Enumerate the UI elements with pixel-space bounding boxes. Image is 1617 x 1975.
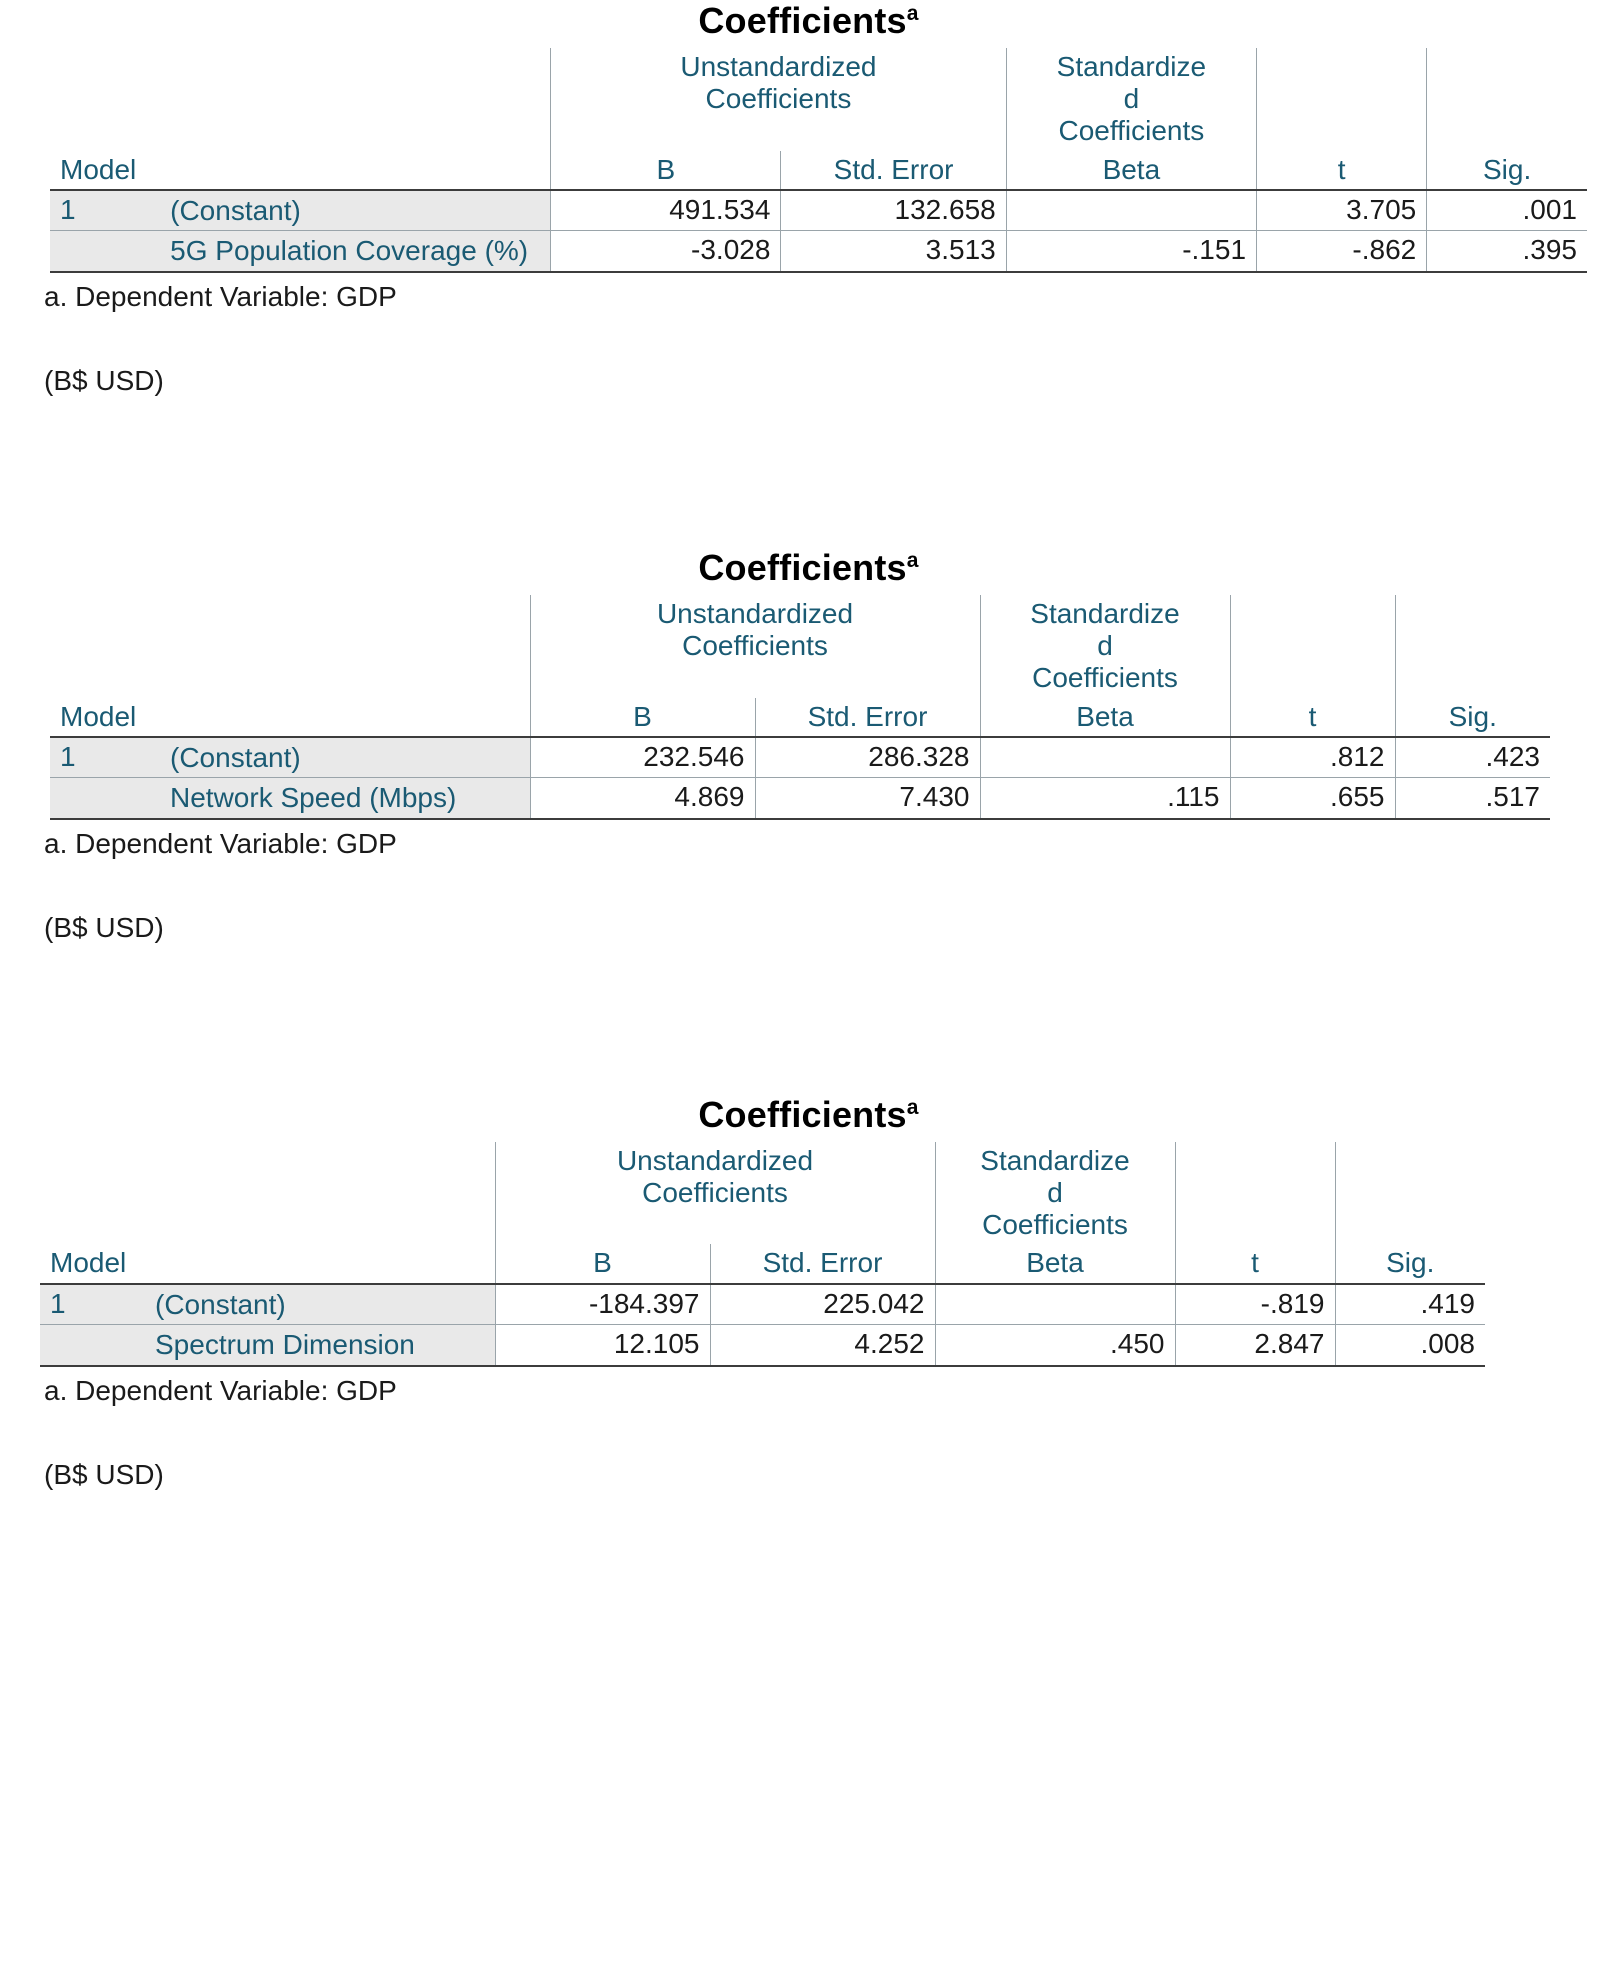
coefficients-table-3 xyxy=(40,1142,1485,1367)
cell-b-3-1: 12.105 xyxy=(495,1325,710,1366)
section-gap xyxy=(40,944,1577,1094)
table-row xyxy=(50,737,1550,778)
header-standardized-coefficients-2: Standardize d Coefficients xyxy=(980,595,1230,698)
header-model-3: Model xyxy=(40,1244,495,1283)
table-title-1 xyxy=(40,0,1577,42)
table-units-3: (B$ USD) xyxy=(44,1458,164,1490)
table-header-row-1 xyxy=(50,151,1587,190)
header-beta-1: Beta xyxy=(1006,151,1256,190)
coefficients-table-1 xyxy=(50,48,1587,273)
header-beta-3: Beta xyxy=(935,1244,1175,1283)
table-footnote-3: a. Dependent Variable: GDP xyxy=(44,1374,397,1406)
table-title-text-1: Coefficients xyxy=(698,0,907,41)
header-t-1: t xyxy=(1257,151,1427,190)
header-sig-2: Sig. xyxy=(1395,698,1550,737)
cell-t-3-1: 2.847 xyxy=(1175,1325,1335,1366)
table-row xyxy=(50,778,1550,819)
cell-t-2-0: .812 xyxy=(1230,737,1395,778)
table-title-text-2: Coefficients xyxy=(698,546,907,588)
header-unstandardized-coefficients-2: Unstandardized Coefficients xyxy=(530,595,980,698)
header-spacer xyxy=(50,48,160,151)
row-label-1-1: 5G Population Coverage (%) xyxy=(160,231,551,272)
coefficients-table-block-1 xyxy=(40,0,1577,397)
row-model-number-3-0: 1 xyxy=(40,1284,145,1325)
table-title-text-3: Coefficients xyxy=(698,1093,907,1135)
header-spacer xyxy=(1175,1142,1335,1245)
header-t-2: t xyxy=(1230,698,1395,737)
cell-std-error-1-1: 3.513 xyxy=(781,231,1006,272)
cell-std-error-2-0: 286.328 xyxy=(755,737,980,778)
cell-sig-1-0: .001 xyxy=(1427,190,1587,231)
coefficients-table-block-3 xyxy=(40,1094,1577,1491)
table-title-footnote-marker-1: a xyxy=(906,2,919,25)
table-row xyxy=(50,231,1587,272)
table-units-2: (B$ USD) xyxy=(44,911,164,943)
table-row xyxy=(40,1284,1485,1325)
header-model-1: Model xyxy=(50,151,551,190)
header-spacer xyxy=(50,595,160,698)
table-row xyxy=(50,190,1587,231)
table-header-row-3 xyxy=(40,1244,1485,1283)
header-standardized-coefficients-1: Standardize d Coefficients xyxy=(1006,48,1256,151)
cell-beta-3-1: .450 xyxy=(935,1325,1175,1366)
cell-std-error-3-0: 225.042 xyxy=(710,1284,935,1325)
header-spacer xyxy=(1257,48,1427,151)
cell-b-1-0: 491.534 xyxy=(551,190,781,231)
header-std-error-3: Std. Error xyxy=(710,1244,935,1283)
cell-std-error-3-1: 4.252 xyxy=(710,1325,935,1366)
header-unstandardized-coefficients-3: Unstandardized Coefficients xyxy=(495,1142,935,1245)
header-spacer xyxy=(160,595,530,698)
header-b-3: B xyxy=(495,1244,710,1283)
cell-t-1-1: -.862 xyxy=(1257,231,1427,272)
section-gap xyxy=(40,397,1577,547)
cell-beta-1-0 xyxy=(1006,190,1256,231)
header-standardized-coefficients-3: Standardize d Coefficients xyxy=(935,1142,1175,1245)
cell-b-3-0: -184.397 xyxy=(495,1284,710,1325)
table-footnote-1: a. Dependent Variable: GDP xyxy=(44,280,397,312)
table-title-footnote-marker-3: a xyxy=(906,1095,919,1119)
cell-sig-2-0: .423 xyxy=(1395,737,1550,778)
cell-t-3-0: -.819 xyxy=(1175,1284,1335,1325)
cell-beta-3-0 xyxy=(935,1284,1175,1325)
header-beta-2: Beta xyxy=(980,698,1230,737)
header-spacer xyxy=(145,1142,495,1245)
cell-sig-2-1: .517 xyxy=(1395,778,1550,819)
table-title-2 xyxy=(40,547,1577,589)
header-spacer xyxy=(160,48,551,151)
row-model-spacer-1-1 xyxy=(50,231,160,272)
row-label-3-1: Spectrum Dimension xyxy=(145,1325,495,1366)
header-spacer xyxy=(1427,48,1587,151)
cell-std-error-1-0: 132.658 xyxy=(781,190,1006,231)
row-label-3-0: (Constant) xyxy=(145,1284,495,1325)
header-std-error-2: Std. Error xyxy=(755,698,980,737)
table-units-1: (B$ USD) xyxy=(44,364,164,396)
table-header-row-2 xyxy=(50,698,1550,737)
coefficients-table-block-2 xyxy=(40,547,1577,944)
row-model-spacer-2-1 xyxy=(50,778,160,819)
table-header-row-group-3 xyxy=(40,1142,1485,1245)
cell-b-1-1: -3.028 xyxy=(551,231,781,272)
cell-std-error-2-1: 7.430 xyxy=(755,778,980,819)
cell-beta-2-1: .115 xyxy=(980,778,1230,819)
table-title-3 xyxy=(40,1094,1577,1136)
header-unstandardized-coefficients-1: Unstandardized Coefficients xyxy=(551,48,1007,151)
header-b-1: B xyxy=(551,151,781,190)
row-label-2-0: (Constant) xyxy=(160,737,530,778)
table-header-row-group-1 xyxy=(50,48,1587,151)
cell-t-1-0: 3.705 xyxy=(1257,190,1427,231)
row-model-number-2-0: 1 xyxy=(50,737,160,778)
table-header-row-group-2 xyxy=(50,595,1550,698)
cell-b-2-0: 232.546 xyxy=(530,737,755,778)
table-title-footnote-marker-2: a xyxy=(906,548,919,572)
header-spacer xyxy=(1230,595,1395,698)
cell-beta-2-0 xyxy=(980,737,1230,778)
cell-sig-3-0: .419 xyxy=(1335,1284,1485,1325)
cell-t-2-1: .655 xyxy=(1230,778,1395,819)
header-spacer xyxy=(1395,595,1550,698)
row-model-spacer-3-1 xyxy=(40,1325,145,1366)
header-spacer xyxy=(40,1142,145,1245)
row-label-2-1: Network Speed (Mbps) xyxy=(160,778,530,819)
header-sig-1: Sig. xyxy=(1427,151,1587,190)
table-footnote-2: a. Dependent Variable: GDP xyxy=(44,827,397,859)
header-b-2: B xyxy=(530,698,755,737)
row-label-1-0: (Constant) xyxy=(160,190,551,231)
cell-b-2-1: 4.869 xyxy=(530,778,755,819)
cell-sig-1-1: .395 xyxy=(1427,231,1587,272)
cell-sig-3-1: .008 xyxy=(1335,1325,1485,1366)
header-spacer xyxy=(1335,1142,1485,1245)
header-t-3: t xyxy=(1175,1244,1335,1283)
table-row xyxy=(40,1325,1485,1366)
header-model-2: Model xyxy=(50,698,530,737)
row-model-number-1-0: 1 xyxy=(50,190,160,231)
cell-beta-1-1: -.151 xyxy=(1006,231,1256,272)
header-std-error-1: Std. Error xyxy=(781,151,1006,190)
header-sig-3: Sig. xyxy=(1335,1244,1485,1283)
coefficients-table-2 xyxy=(50,595,1550,820)
